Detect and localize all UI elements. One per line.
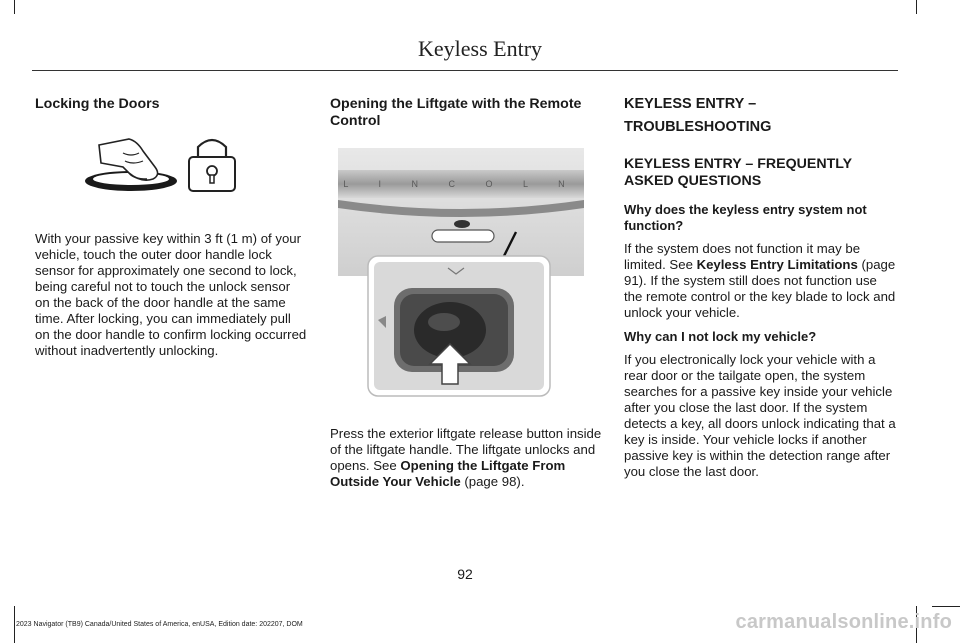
- page-number: 92: [457, 566, 473, 582]
- faq-answer-1: [624, 241, 896, 321]
- watermark: carmanualsonline.info: [735, 611, 952, 633]
- liftgate-release-illustration: [338, 148, 584, 398]
- opening-liftgate-link[interactable]: Opening the Liftgate From Outside Your Vehicle: [330, 458, 566, 489]
- lincoln-emblem-lettering: L I N C O L N: [343, 179, 579, 189]
- door-lock-illustration: [83, 133, 273, 199]
- crop-mark-bl: [14, 606, 15, 643]
- locking-doors-heading: Locking the Doors: [35, 96, 160, 112]
- column-2: [330, 96, 602, 490]
- crop-mark-tl: [14, 0, 15, 14]
- faq-heading: KEYLESS ENTRY – FREQUENTLY ASKED QUESTIONS: [624, 156, 852, 189]
- column-1: [35, 96, 307, 359]
- faq-question-2: Why can I not lock my vehicle?: [624, 329, 817, 344]
- faq-answer-1-text: If the system does not function it may be limited. See: [624, 241, 861, 272]
- edition-footer: 2023 Navigator (TB9) Canada/United States of America, enUSA, Edition date: 202207, DOM: [16, 621, 303, 628]
- hand-and-lock-icon: [83, 133, 273, 199]
- faq-answer-1-page-ref: (page 91). If the system still does not function use the remote control or the key blade to lock and unlock your vehicle.: [624, 257, 896, 320]
- running-title: Keyless Entry: [417, 36, 543, 61]
- liftgate-body-page-ref: (page 98).: [460, 474, 525, 489]
- liftgate-body-text: Press the exterior liftgate release button inside of the liftgate handle. The liftgate unlocks and opens. See: [330, 426, 602, 473]
- liftgate-remote-body: [330, 426, 602, 490]
- column-3: [624, 96, 896, 480]
- keyless-entry-limitations-link[interactable]: Keyless Entry Limitations: [696, 257, 858, 272]
- faq-question-1: Why does the keyless entry system not function?: [624, 202, 867, 233]
- locking-doors-body: With your passive key within 3 ft (1 m) of your vehicle, touch the outer door handle lock sensor for approximately one second to lock, being careful not to touch the unlock sensor on the back of the door handle at the same time. After locking, you can immediately pull on the door handle to confirm locking occurred without inadvertently unlocking.: [35, 231, 307, 358]
- troubleshooting-heading-line-2: TROUBLESHOOTING: [624, 119, 772, 135]
- faq-answer-2: If you electronically lock your vehicle with a rear door or the tailgate open, the system searches for a passive key inside your vehicle after you close the last door. If the system detects a key, all doors unlock indicating that a key is inside. Your vehicle locks if another passive key is within the detection range after you close the last door.: [624, 352, 896, 479]
- crop-mark-tr: [916, 0, 917, 14]
- liftgate-remote-heading: Opening the Liftgate with the Remote Control: [330, 96, 582, 129]
- troubleshooting-heading-line-1: KEYLESS ENTRY –: [624, 96, 757, 112]
- crop-mark-right-h: [932, 606, 960, 607]
- header-rule: [32, 70, 898, 71]
